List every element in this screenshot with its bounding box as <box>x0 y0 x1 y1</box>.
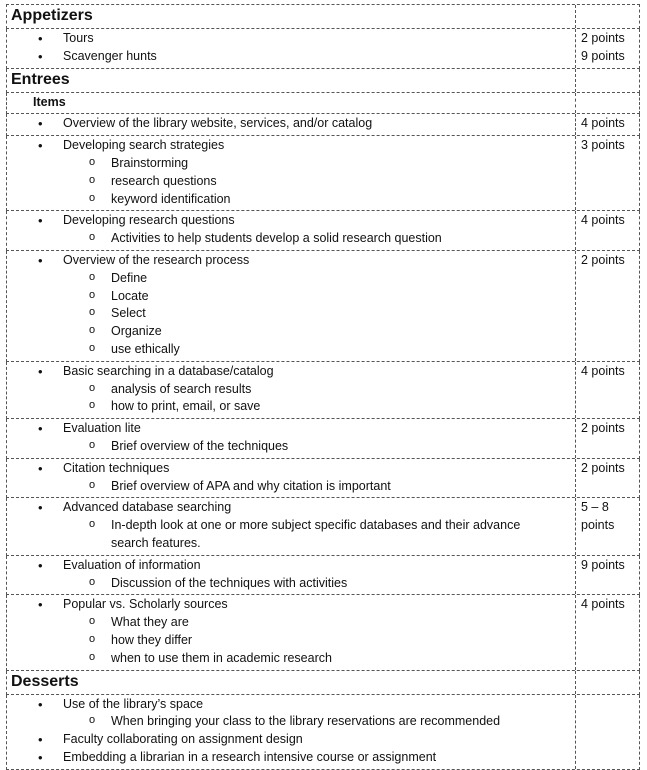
points-menu-table <box>6 4 640 770</box>
sub-list-item: o In-depth look at one or more subject specific databases and their advance search features. <box>11 517 571 553</box>
list-item: • Overview of the research process <box>11 252 571 270</box>
sub-list-item: o Brief overview of APA and why citation is important <box>11 478 571 496</box>
sub-list-item: o when to use them in academic research <box>11 650 571 668</box>
table-row <box>6 498 640 555</box>
points-value: 4 points <box>581 116 625 131</box>
sub-list-item: o What they are <box>11 614 571 632</box>
list-item: • Popular vs. Scholarly sources <box>11 596 571 614</box>
list-item: • Developing research questions <box>11 212 571 230</box>
sub-list-item: o Organize <box>11 323 571 341</box>
list-item: • Basic searching in a database/catalog <box>11 363 571 381</box>
list-item: • Use of the library’s space <box>11 696 571 714</box>
points-value: 4 points <box>581 213 625 228</box>
list-item: • Scavenger hunts <box>11 48 571 66</box>
entrees-header-row <box>6 69 640 93</box>
list-item: • Evaluation of information <box>11 557 571 575</box>
table-row <box>6 459 640 499</box>
points-value: 4 points <box>581 597 625 612</box>
list-item: • Tours <box>11 30 571 48</box>
sub-list-item: o Discussion of the techniques with activities <box>11 575 571 593</box>
table-row <box>6 362 640 419</box>
sub-list-item: o Select <box>11 305 571 323</box>
points-value: 4 points <box>581 363 625 378</box>
points-value: 3 points <box>581 138 625 153</box>
appetizers-header-row <box>6 4 640 29</box>
section-title-appetizers: Appetizers <box>11 7 93 24</box>
sub-list-item: o research questions <box>11 173 571 191</box>
points-value: 5 – 8 points <box>581 500 615 533</box>
list-item: • Embedding a librarian in a research intensive course or assignment <box>11 749 571 767</box>
points-value: 9 points <box>581 557 625 572</box>
sub-list-item: o Define <box>11 270 571 288</box>
table-row <box>6 419 640 459</box>
list-item: • Developing search strategies <box>11 137 571 155</box>
table-row <box>6 556 640 596</box>
list-item: • Faculty collaborating on assignment design <box>11 731 571 749</box>
section-title-desserts: Desserts <box>11 672 79 690</box>
list-item: • Citation techniques <box>11 460 571 478</box>
table-row <box>6 251 640 362</box>
table-row <box>6 136 640 211</box>
sub-list-item: o Locate <box>11 288 571 306</box>
sub-list-item: o Brief overview of the techniques <box>11 438 571 456</box>
points-value: 2 points <box>581 460 625 475</box>
table-row <box>6 595 640 670</box>
sub-list-item: o use ethically <box>11 341 571 359</box>
list-item: • Advanced database searching <box>11 499 571 517</box>
appetizers-items-row <box>6 29 640 69</box>
points-value: 9 points <box>581 48 625 63</box>
sub-list-item: o Brainstorming <box>11 155 571 173</box>
sub-list-item: o how they differ <box>11 632 571 650</box>
sub-list-item: o how to print, email, or save <box>11 398 571 416</box>
sub-list-item: o keyword identification <box>11 191 571 209</box>
section-title-entrees: Entrees <box>11 70 70 88</box>
points-value: 2 points <box>581 31 625 45</box>
table-row <box>6 211 640 251</box>
desserts-header-row <box>6 671 640 695</box>
subheading-items: Items <box>33 94 66 109</box>
table-row <box>6 114 640 136</box>
sub-list-item: o When bringing your class to the library reservations are recommended <box>11 713 571 731</box>
list-item: • Evaluation lite <box>11 420 571 438</box>
desserts-items-row <box>6 695 640 770</box>
sub-list-item: o analysis of search results <box>11 381 571 399</box>
sub-list-item: o Activities to help students develop a solid research question <box>11 230 571 248</box>
points-value: 2 points <box>581 252 625 267</box>
list-item: • Overview of the library website, services, and/or catalog <box>11 115 571 133</box>
points-value: 2 points <box>581 421 625 436</box>
items-subheader-row <box>6 93 640 115</box>
